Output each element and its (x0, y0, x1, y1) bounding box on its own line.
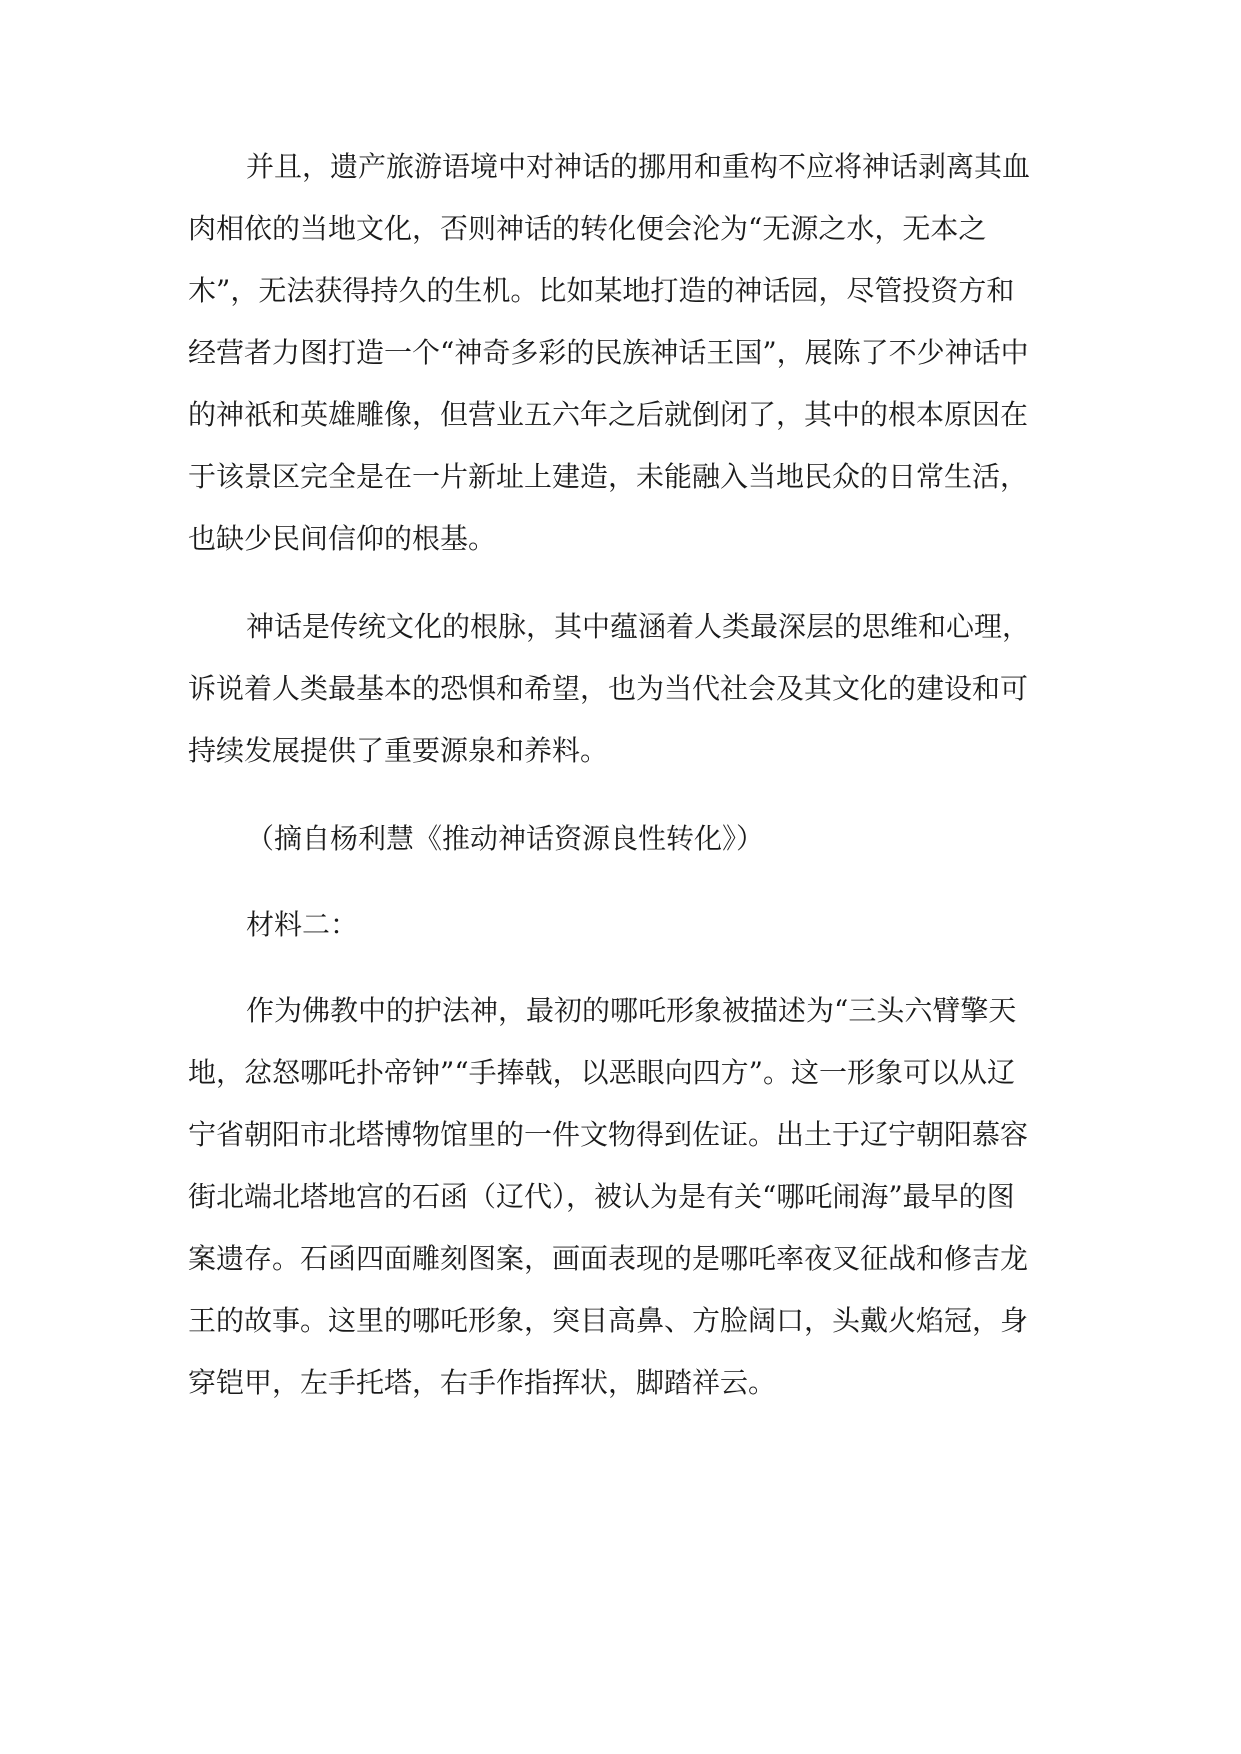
text-line: 经营者力图打造一个“神奇多彩的民族神话王国”，展陈了不少神话中 (188, 336, 1029, 369)
text-line: 也缺少民间信仰的根基。 (188, 522, 497, 555)
text-line: 木”，无法获得持久的生机。比如某地打造的神话园，尽管投资方和 (188, 274, 1015, 307)
paragraph-myth-roots (188, 596, 1068, 782)
paragraph-heritage-tourism (188, 136, 1068, 570)
text-line: 诉说着人类最基本的恐惧和希望，也为当代社会及其文化的建设和可 (188, 672, 1029, 705)
text-line: 地，忿怒哪吒扑帝钟”“手捧戟，以恶眼向四方”。这一形象可以从辽 (188, 1056, 1015, 1089)
text-line: （摘自杨利慧《推动神话资源良性转化》） (246, 822, 765, 855)
paragraph-nezha (188, 980, 1068, 1414)
source-citation (188, 808, 1068, 870)
text-line: 案遗存。石函四面雕刻图案，画面表现的是哪吒率夜叉征战和修吉龙 (188, 1242, 1029, 1275)
text-line: 并且，遗产旅游语境中对神话的挪用和重构不应将神话剥离其血 (246, 150, 1031, 183)
text-line: 持续发展提供了重要源泉和养料。 (188, 734, 609, 767)
text-line: 穿铠甲，左手托塔，右手作指挥状，脚踏祥云。 (188, 1366, 777, 1399)
text-line: 宁省朝阳市北塔博物馆里的一件文物得到佐证。出土于辽宁朝阳慕容 (188, 1118, 1029, 1151)
text-line: 神话是传统文化的根脉，其中蕴涵着人类最深层的思维和心理， (246, 610, 1031, 643)
text-line: 于该景区完全是在一片新址上建造，未能融入当地民众的日常生活， (188, 460, 1029, 493)
text-line: 街北端北塔地宫的石函（辽代），被认为是有关“哪吒闹海”最早的图 (188, 1180, 1015, 1213)
text-line: 材料二： (246, 908, 359, 941)
text-line: 的神祇和英雄雕像，但营业五六年之后就倒闭了，其中的根本原因在 (188, 398, 1029, 431)
text-line: 作为佛教中的护法神，最初的哪吒形象被描述为“三头六臂擎天 (246, 994, 1017, 1027)
material-two-heading (188, 894, 1068, 956)
text-line: 肉相依的当地文化，否则神话的转化便会沦为“无源之水，无本之 (188, 212, 987, 245)
text-line: 王的故事。这里的哪吒形象，突目高鼻、方脸阔口，头戴火焰冠，身 (188, 1304, 1029, 1337)
